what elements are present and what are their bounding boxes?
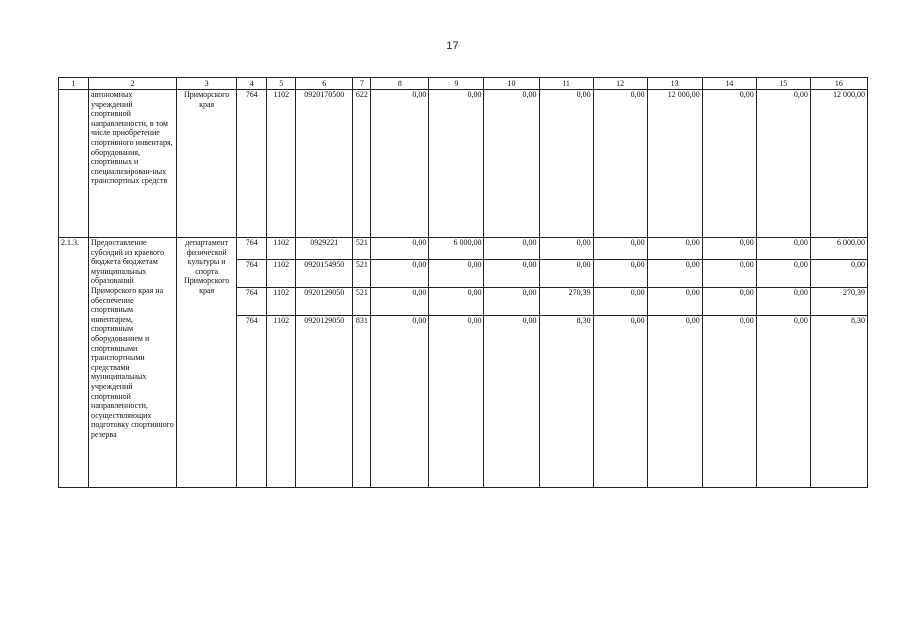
total-cell: 0,00	[810, 260, 867, 288]
amount-cell: 0,00	[593, 316, 647, 488]
header-cell: 10	[484, 78, 539, 90]
amount-cell: 0,00	[429, 316, 484, 488]
grbs-cell: 764	[237, 90, 267, 238]
amount-cell: 0,00	[593, 238, 647, 260]
amount-cell: 0,00	[539, 260, 593, 288]
expense-type-cell: 622	[353, 90, 371, 238]
total-cell: 12 000,00	[810, 90, 867, 238]
amount-cell: 0,00	[484, 288, 539, 316]
amount-cell: 0,00	[647, 316, 702, 488]
amount-cell: 0,00	[429, 260, 484, 288]
amount-cell: 0,00	[756, 260, 810, 288]
executor-cell: департамент физической культуры и спорта Приморского края	[177, 238, 237, 488]
header-cell: 5	[267, 78, 296, 90]
expense-type-cell: 521	[353, 260, 371, 288]
expense-type-cell: 521	[353, 288, 371, 316]
target-article-cell: 0920129050	[296, 288, 353, 316]
executor-cell: Приморского края	[177, 90, 237, 238]
header-cell: 15	[756, 78, 810, 90]
target-article-cell: 0929221	[296, 238, 353, 260]
row-number-cell	[59, 90, 89, 238]
section-cell: 1102	[267, 316, 296, 488]
amount-cell: 0,00	[647, 238, 702, 260]
amount-cell: 0,00	[539, 90, 593, 238]
target-article-cell: 0920170500	[296, 90, 353, 238]
amount-cell: 0,00	[371, 288, 429, 316]
grbs-cell: 764	[237, 288, 267, 316]
amount-cell: 6 000,00	[429, 238, 484, 260]
amount-cell: 0,00	[484, 238, 539, 260]
budget-table	[58, 77, 868, 488]
amount-cell: 270,39	[539, 288, 593, 316]
amount-cell: 0,00	[702, 260, 756, 288]
header-cell: 12	[593, 78, 647, 90]
amount-cell: 0,00	[756, 288, 810, 316]
header-cell: 11	[539, 78, 593, 90]
total-cell: 6 000,00	[810, 238, 867, 260]
header-cell: 6	[296, 78, 353, 90]
header-cell: 16	[810, 78, 867, 90]
amount-cell: 0,00	[702, 90, 756, 238]
amount-cell: 0,00	[702, 288, 756, 316]
page-number: 17	[446, 40, 459, 52]
amount-cell: 0,00	[647, 288, 702, 316]
grbs-cell: 764	[237, 316, 267, 488]
amount-cell: 0,00	[593, 260, 647, 288]
amount-cell: 0,00	[484, 90, 539, 238]
amount-cell: 0,00	[371, 316, 429, 488]
amount-cell: 0,00	[371, 260, 429, 288]
amount-cell: 0,00	[756, 90, 810, 238]
grbs-cell: 764	[237, 238, 267, 260]
section-cell: 1102	[267, 260, 296, 288]
header-cell: 4	[237, 78, 267, 90]
target-article-cell: 0920154950	[296, 260, 353, 288]
amount-cell: 0,00	[702, 238, 756, 260]
amount-cell: 0,00	[371, 238, 429, 260]
table-row	[59, 90, 868, 238]
expense-type-cell: 831	[353, 316, 371, 488]
expense-type-cell: 521	[353, 238, 371, 260]
amount-cell: 0,00	[484, 316, 539, 488]
amount-cell: 0,00	[371, 90, 429, 238]
header-cell: 2	[89, 78, 177, 90]
amount-cell: 0,00	[647, 260, 702, 288]
amount-cell: 8,30	[539, 316, 593, 488]
table-row	[59, 238, 868, 260]
section-cell: 1102	[267, 90, 296, 238]
header-cell: 7	[353, 78, 371, 90]
amount-cell: 0,00	[756, 316, 810, 488]
activity-name-cell: Предоставление субсидий из краевого бюджета бюджетам муниципальных образований Приморского края на обеспечение спортивным инвентарем, спортивным оборудованием и спортивными транспортными средствами муниципальных учреждений спортивной направленности, осуществляющих подготовку спортивного резерва	[89, 238, 177, 488]
amount-cell: 0,00	[593, 288, 647, 316]
amount-cell: 0,00	[702, 316, 756, 488]
target-article-cell: 0920129050	[296, 316, 353, 488]
activity-name-cell: автономных учреждений спортивной направленности, в том числе приобретение спортивного инвентаря, оборудования, спортивных и специализирован-ных транспортных средств	[89, 90, 177, 238]
header-cell: 9	[429, 78, 484, 90]
section-cell: 1102	[267, 288, 296, 316]
header-row	[59, 78, 868, 90]
amount-cell: 0,00	[429, 288, 484, 316]
grbs-cell: 764	[237, 260, 267, 288]
header-cell: 13	[647, 78, 702, 90]
row-number-cell: 2.1.3.	[59, 238, 89, 488]
amount-cell: 0,00	[429, 90, 484, 238]
amount-cell: 0,00	[484, 260, 539, 288]
header-cell: 14	[702, 78, 756, 90]
total-cell: 270,39	[810, 288, 867, 316]
amount-cell: 0,00	[539, 238, 593, 260]
amount-cell: 0,00	[756, 238, 810, 260]
header-cell: 3	[177, 78, 237, 90]
header-cell: 8	[371, 78, 429, 90]
total-cell: 8,30	[810, 316, 867, 488]
header-cell: 1	[59, 78, 89, 90]
amount-cell: 0,00	[593, 90, 647, 238]
section-cell: 1102	[267, 238, 296, 260]
amount-cell: 12 000,00	[647, 90, 702, 238]
